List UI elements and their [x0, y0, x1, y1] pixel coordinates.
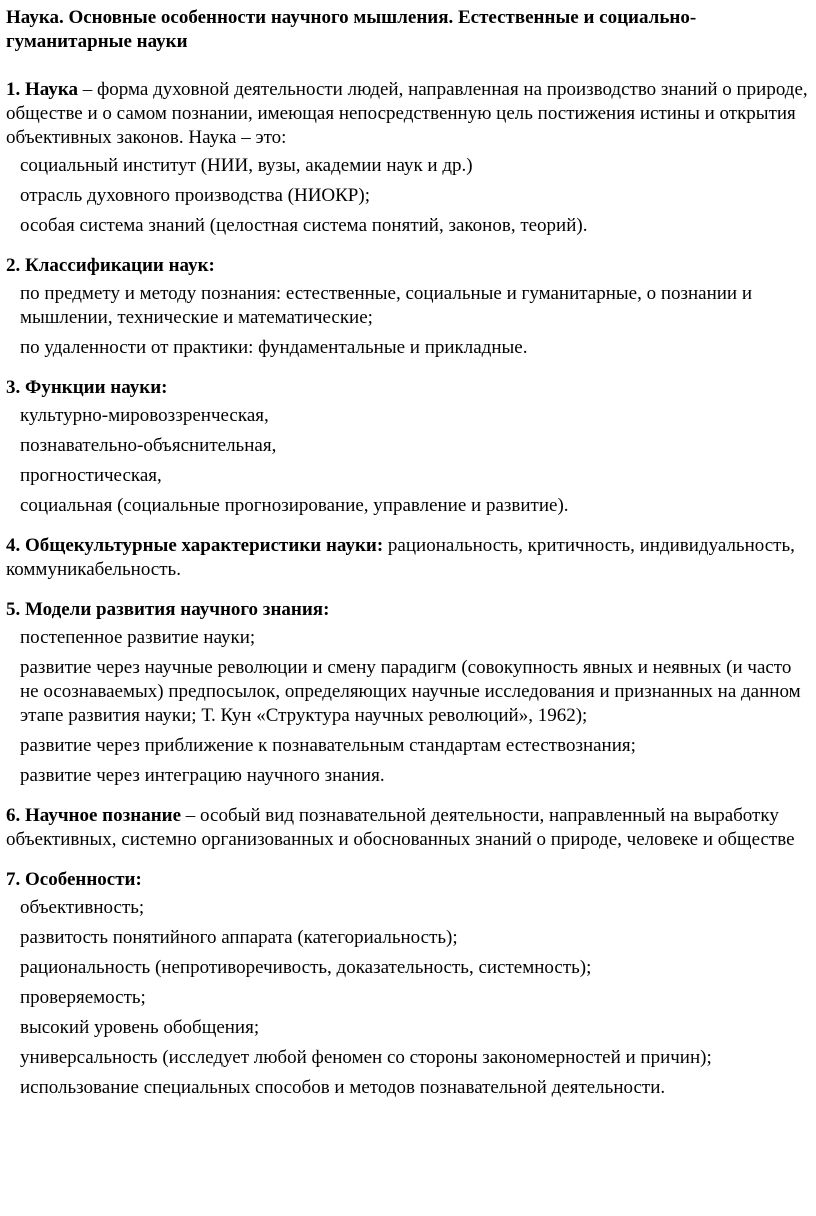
section-6-text: – особый вид познавательной деятельности, направленный на выработку объективных, системно организованных и обоснованных знаний о природе, человеке и обществе: [6, 805, 795, 850]
list-item: культурно-мировоззренческая,: [20, 405, 269, 426]
section-3-heading: 3. Функции науки:: [6, 377, 168, 398]
section-2: [6, 254, 810, 360]
section-1-definition: [6, 78, 810, 150]
list-item: развитие через приближение к познавательным стандартам естествознания;: [20, 735, 636, 756]
section-3: [6, 376, 810, 518]
list-item: проверяемость;: [20, 987, 146, 1008]
list-item: постепенное развитие науки;: [20, 627, 256, 648]
section-7-list: [6, 896, 810, 1100]
section-3-list: [6, 404, 810, 518]
section-5-list: [6, 626, 810, 788]
section-6-number: 6.: [6, 805, 25, 826]
section-4-paragraph: [6, 534, 810, 582]
list-item: особая система знаний (целостная система понятий, законов, теорий).: [20, 215, 588, 236]
section-1-text: – форма духовной деятельности людей, направленная на производство знаний о природе, обществе и о самом познании, имеющая непосредственную цель постижения истины и открытия объективных законов. Наука – это:: [6, 79, 808, 148]
section-1: [6, 78, 810, 238]
section-1-list: [6, 154, 810, 238]
list-item: по предмету и методу познания: естественные, социальные и гуманитарные, о познании и мышлении, технические и математические;: [20, 283, 753, 328]
section-7: [6, 868, 810, 1100]
section-5-heading: 5. Модели развития научного знания:: [6, 599, 330, 620]
list-item: развитость понятийного аппарата (категориальность);: [20, 927, 458, 948]
list-item: социальный институт (НИИ, вузы, академии наук и др.): [20, 155, 473, 176]
section-4-heading: 4. Общекультурные характеристики науки:: [6, 535, 384, 556]
document-title: Наука. Основные особенности научного мышления. Естественные и социально-гуманитарные науки: [6, 7, 697, 52]
section-6-definition: [6, 804, 810, 852]
list-item: прогностическая,: [20, 465, 162, 486]
list-item: познавательно-объяснительная,: [20, 435, 277, 456]
list-item: использование специальных способов и методов познавательной деятельности.: [20, 1077, 666, 1098]
section-2-heading: 2. Классификации наук:: [6, 255, 215, 276]
section-7-heading: 7. Особенности:: [6, 869, 142, 890]
section-4-text: рациональность, критичность, индивидуальность, коммуникабельность.: [6, 535, 795, 580]
section-6-term: Научное познание: [25, 805, 182, 826]
list-item: объективность;: [20, 897, 145, 918]
list-item: отрасль духовного производства (НИОКР);: [20, 185, 370, 206]
list-item: по удаленности от практики: фундаментальные и прикладные.: [20, 337, 528, 358]
section-6: [6, 804, 810, 852]
list-item: развитие через интеграцию научного знания.: [20, 765, 385, 786]
section-5: [6, 598, 810, 788]
list-item: высокий уровень обобщения;: [20, 1017, 260, 1038]
section-1-number: 1.: [6, 79, 25, 100]
list-item: развитие через научные революции и смену парадигм (совокупность явных и неявных (и часто не осознаваемых) предпосылок, определяющих научные исследования и признанных на данном этапе развития науки; Т. Кун «Структура научных революций», 1962);: [20, 657, 801, 726]
list-item: универсальность (исследует любой феномен со стороны закономерностей и причин);: [20, 1047, 712, 1068]
section-1-term: Наука: [25, 79, 78, 100]
list-item: рациональность (непротиворечивость, доказательность, системность);: [20, 957, 592, 978]
section-4: [6, 534, 810, 582]
section-2-list: [6, 282, 810, 360]
list-item: социальная (социальные прогнозирование, управление и развитие).: [20, 495, 569, 516]
